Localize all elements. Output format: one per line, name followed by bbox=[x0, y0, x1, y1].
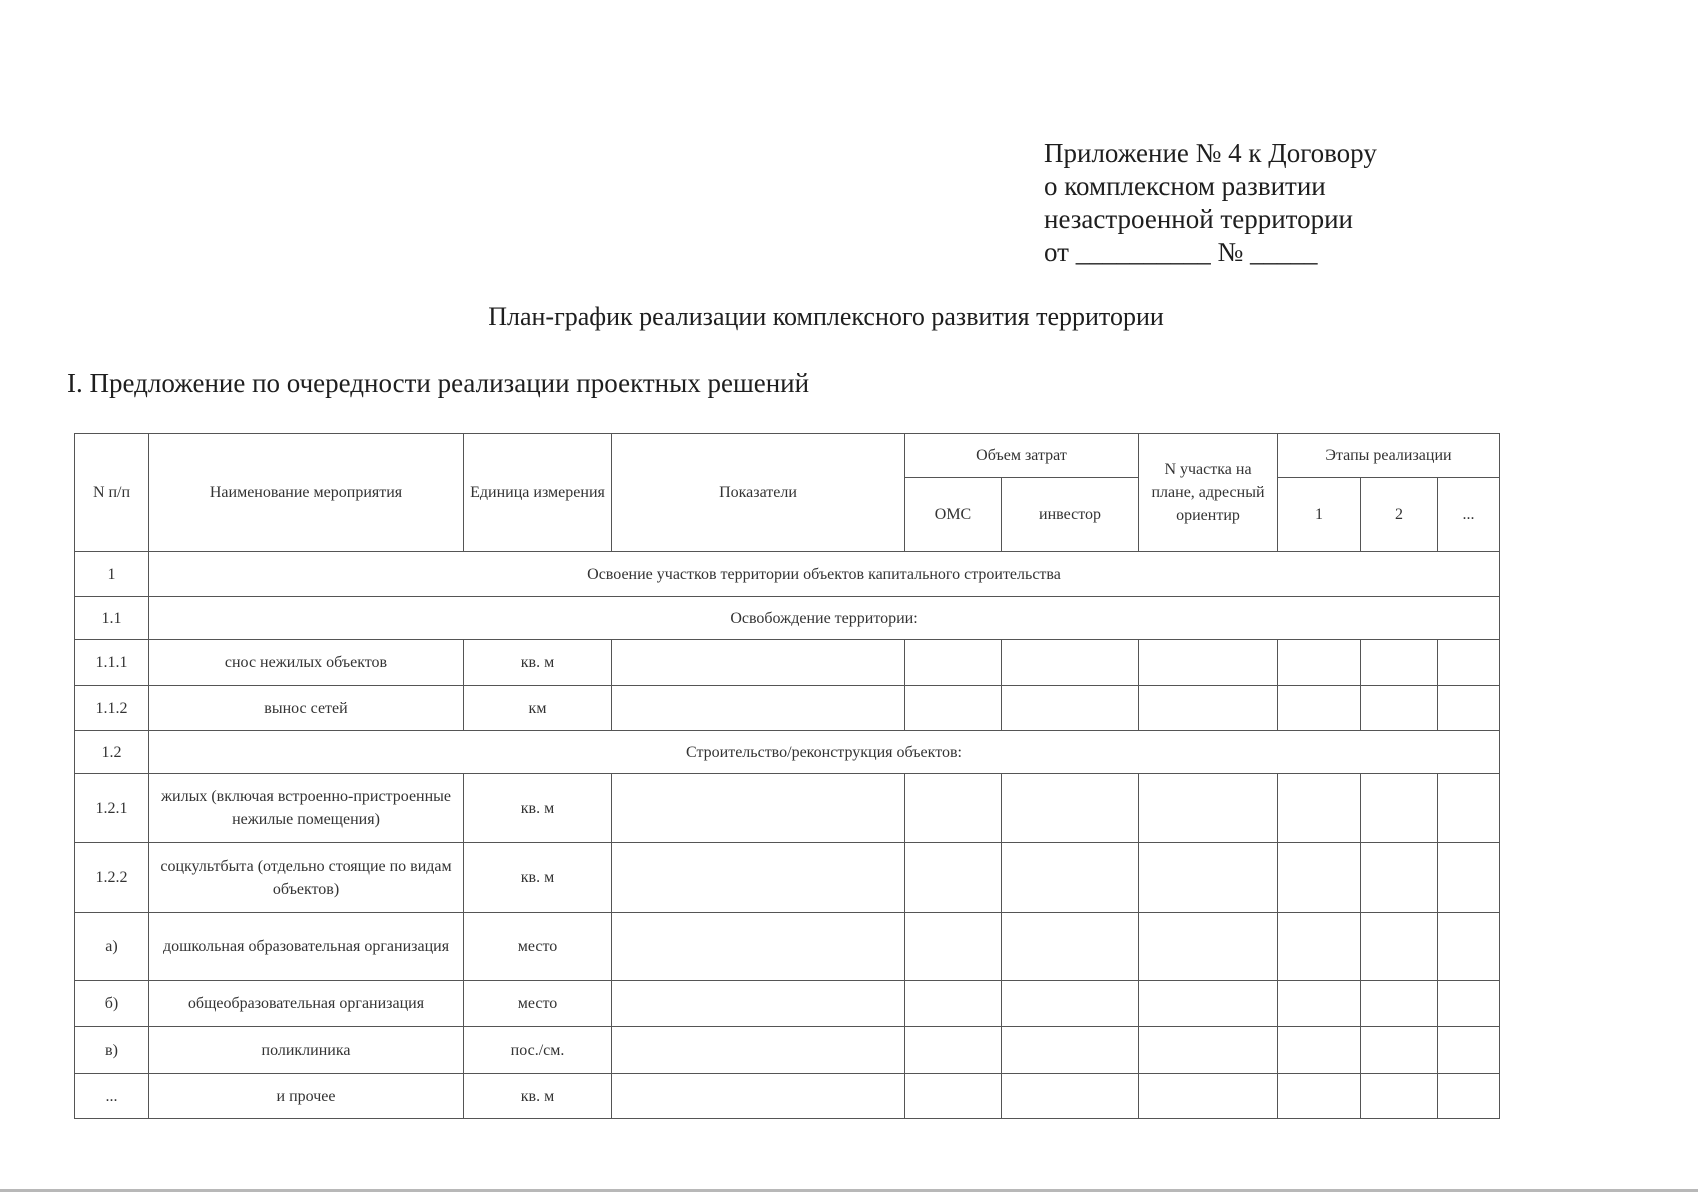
section-heading: Освобождение территории: bbox=[149, 597, 1500, 640]
empty-cell bbox=[1002, 843, 1139, 913]
empty-cell bbox=[1278, 774, 1361, 843]
header-unit: Единица измерения bbox=[464, 434, 612, 552]
activity-name: и прочее bbox=[149, 1074, 464, 1119]
table-row bbox=[75, 843, 1500, 913]
header-stage-more: ... bbox=[1438, 478, 1500, 552]
empty-cell bbox=[1438, 1027, 1500, 1074]
section-heading: Строительство/реконструкция объектов: bbox=[149, 731, 1500, 774]
unit-cell: кв. м bbox=[464, 843, 612, 913]
table-row bbox=[75, 686, 1500, 731]
empty-cell bbox=[612, 640, 905, 686]
empty-cell bbox=[1278, 686, 1361, 731]
document-title: План-график реализации комплексного развития территории bbox=[488, 302, 1164, 331]
empty-cell bbox=[612, 1027, 905, 1074]
empty-cell bbox=[612, 1074, 905, 1119]
appendix-reference bbox=[1044, 137, 1377, 269]
row-number: 1.2 bbox=[75, 731, 149, 774]
empty-cell bbox=[1002, 913, 1139, 981]
empty-cell bbox=[905, 843, 1002, 913]
empty-cell bbox=[612, 686, 905, 731]
empty-cell bbox=[1361, 913, 1438, 981]
empty-cell bbox=[1278, 981, 1361, 1027]
header-stage-1: 1 bbox=[1278, 478, 1361, 552]
table-row bbox=[75, 1027, 1500, 1074]
table-row bbox=[75, 640, 1500, 686]
empty-cell bbox=[1361, 1074, 1438, 1119]
empty-cell bbox=[1438, 843, 1500, 913]
empty-cell bbox=[612, 774, 905, 843]
empty-cell bbox=[612, 913, 905, 981]
appendix-line: Приложение № 4 к Договору bbox=[1044, 138, 1377, 168]
empty-cell bbox=[1361, 981, 1438, 1027]
row-number: 1.2.1 bbox=[75, 774, 149, 843]
unit-cell: кв. м bbox=[464, 640, 612, 686]
empty-cell bbox=[1438, 913, 1500, 981]
empty-cell bbox=[1002, 686, 1139, 731]
empty-cell bbox=[1278, 640, 1361, 686]
empty-cell bbox=[1361, 1027, 1438, 1074]
empty-cell bbox=[905, 913, 1002, 981]
empty-cell bbox=[1002, 1027, 1139, 1074]
activity-name: жилых (включая встроенно-пристроенные нежилые помещения) bbox=[149, 774, 464, 843]
activity-name: соцкультбыта (отдельно стоящие по видам объектов) bbox=[149, 843, 464, 913]
unit-cell: место bbox=[464, 981, 612, 1027]
empty-cell bbox=[1438, 640, 1500, 686]
empty-cell bbox=[905, 774, 1002, 843]
empty-cell bbox=[1361, 686, 1438, 731]
row-number: ... bbox=[75, 1074, 149, 1119]
empty-cell bbox=[1139, 1027, 1278, 1074]
appendix-line: о комплексном развитии bbox=[1044, 171, 1326, 201]
empty-cell bbox=[1438, 1074, 1500, 1119]
header-oms: ОМС bbox=[905, 478, 1002, 552]
empty-cell bbox=[905, 686, 1002, 731]
empty-cell bbox=[1002, 640, 1139, 686]
table-row bbox=[75, 1074, 1500, 1119]
activity-name: снос нежилых объектов bbox=[149, 640, 464, 686]
empty-cell bbox=[1139, 640, 1278, 686]
appendix-line: незастроенной территории bbox=[1044, 204, 1354, 234]
activity-name: дошкольная образовательная организация bbox=[149, 913, 464, 981]
empty-cell bbox=[1361, 843, 1438, 913]
table-row bbox=[75, 913, 1500, 981]
empty-cell bbox=[1361, 774, 1438, 843]
section-row bbox=[75, 731, 1500, 774]
header-plot: N участка на плане, адресный ориентир bbox=[1139, 434, 1278, 552]
unit-cell: место bbox=[464, 913, 612, 981]
empty-cell bbox=[1278, 843, 1361, 913]
empty-cell bbox=[1139, 1074, 1278, 1119]
empty-cell bbox=[1438, 774, 1500, 843]
section-row bbox=[75, 597, 1500, 640]
unit-cell: пос./см. bbox=[464, 1027, 612, 1074]
empty-cell bbox=[1361, 640, 1438, 686]
header-stages: Этапы реализации bbox=[1278, 434, 1500, 478]
section-row bbox=[75, 552, 1500, 597]
empty-cell bbox=[1139, 843, 1278, 913]
table-row bbox=[75, 981, 1500, 1027]
empty-cell bbox=[1278, 1074, 1361, 1119]
header-cost: Объем затрат bbox=[905, 434, 1139, 478]
empty-cell bbox=[1002, 774, 1139, 843]
table-row bbox=[75, 774, 1500, 843]
unit-cell: км bbox=[464, 686, 612, 731]
empty-cell bbox=[1278, 913, 1361, 981]
empty-cell bbox=[905, 1027, 1002, 1074]
empty-cell bbox=[1139, 981, 1278, 1027]
empty-cell bbox=[612, 843, 905, 913]
header-row bbox=[75, 434, 1500, 478]
activity-name: поликлиника bbox=[149, 1027, 464, 1074]
empty-cell bbox=[905, 1074, 1002, 1119]
row-number: в) bbox=[75, 1027, 149, 1074]
header-name: Наименование мероприятия bbox=[149, 434, 464, 552]
header-investor: инвестор bbox=[1002, 478, 1139, 552]
empty-cell bbox=[905, 981, 1002, 1027]
empty-cell bbox=[1438, 686, 1500, 731]
appendix-line: от __________ № _____ bbox=[1044, 237, 1318, 267]
empty-cell bbox=[1438, 981, 1500, 1027]
row-number: б) bbox=[75, 981, 149, 1027]
empty-cell bbox=[905, 640, 1002, 686]
empty-cell bbox=[1002, 981, 1139, 1027]
section-heading: Освоение участков территории объектов капитального строительства bbox=[149, 552, 1500, 597]
activity-name: общеобразовательная организация bbox=[149, 981, 464, 1027]
header-stage-2: 2 bbox=[1361, 478, 1438, 552]
empty-cell bbox=[1139, 913, 1278, 981]
row-number: а) bbox=[75, 913, 149, 981]
section-title: I. Предложение по очередности реализации проектных решений bbox=[67, 368, 810, 398]
schedule-table bbox=[74, 433, 1500, 1119]
empty-cell bbox=[612, 981, 905, 1027]
row-number: 1 bbox=[75, 552, 149, 597]
page-bottom-edge bbox=[0, 1189, 1698, 1192]
empty-cell bbox=[1139, 774, 1278, 843]
row-number: 1.1 bbox=[75, 597, 149, 640]
header-num: N п/п bbox=[75, 434, 149, 552]
row-number: 1.1.2 bbox=[75, 686, 149, 731]
empty-cell bbox=[1139, 686, 1278, 731]
row-number: 1.2.2 bbox=[75, 843, 149, 913]
activity-name: вынос сетей bbox=[149, 686, 464, 731]
empty-cell bbox=[1278, 1027, 1361, 1074]
header-indicators: Показатели bbox=[612, 434, 905, 552]
unit-cell: кв. м bbox=[464, 1074, 612, 1119]
empty-cell bbox=[1002, 1074, 1139, 1119]
unit-cell: кв. м bbox=[464, 774, 612, 843]
row-number: 1.1.1 bbox=[75, 640, 149, 686]
